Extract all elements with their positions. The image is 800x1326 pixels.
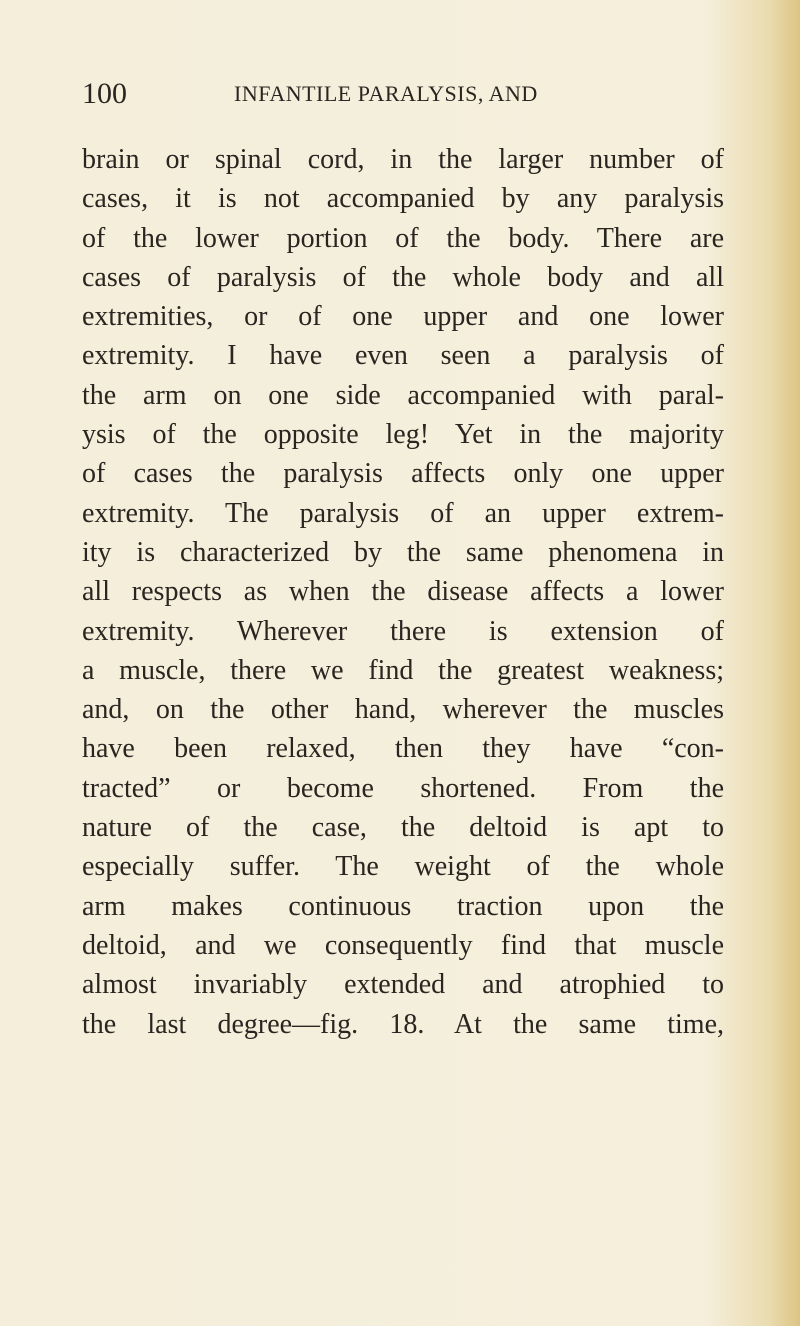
page-number: 100 — [82, 77, 127, 110]
running-head: INFANTILE PARALYSIS, AND — [234, 81, 538, 106]
text-line: extremity. I have even seen a paralysis of — [82, 340, 724, 372]
text-line: especially suffer. The weight of the whole — [82, 851, 724, 883]
text-line: the arm on one side accompanied with paral- — [82, 379, 724, 411]
text-line: and, on the other hand, wherever the muscles — [82, 694, 724, 726]
body-text — [82, 140, 724, 1044]
text-line: all respects as when the disease affects a lower — [82, 576, 724, 608]
text-line: cases of paralysis of the whole body and all — [82, 261, 724, 293]
text-line: nature of the case, the deltoid is apt to — [82, 812, 724, 844]
text-line: ity is characterized by the same phenomena in — [82, 536, 724, 568]
text-line: of cases the paralysis affects only one upper — [82, 458, 724, 490]
text-line: ysis of the opposite leg! Yet in the majority — [82, 419, 724, 451]
text-line: almost invariably extended and atrophied to — [82, 969, 724, 1001]
text-line: of the lower portion of the body. There are — [82, 222, 724, 254]
page-header — [82, 74, 722, 114]
text-line: brain or spinal cord, in the larger number of — [82, 144, 724, 175]
text-line: cases, it is not accompanied by any paralysis — [82, 183, 724, 215]
text-line: extremity. Wherever there is extension of — [82, 615, 724, 647]
text-line: arm makes continuous traction upon the — [82, 890, 724, 922]
text-line: a muscle, there we find the greatest weakness; — [82, 654, 724, 686]
text-line: tracted” or become shortened. From the — [82, 772, 724, 804]
text-line: deltoid, and we consequently find that muscle — [82, 929, 724, 961]
text-line: have been relaxed, then they have “con- — [82, 733, 724, 765]
text-line: the last degree—fig. 18. At the same time, — [82, 1008, 724, 1040]
text-line: extremities, or of one upper and one lower — [82, 301, 724, 333]
text-line: extremity. The paralysis of an upper extrem- — [82, 497, 724, 529]
